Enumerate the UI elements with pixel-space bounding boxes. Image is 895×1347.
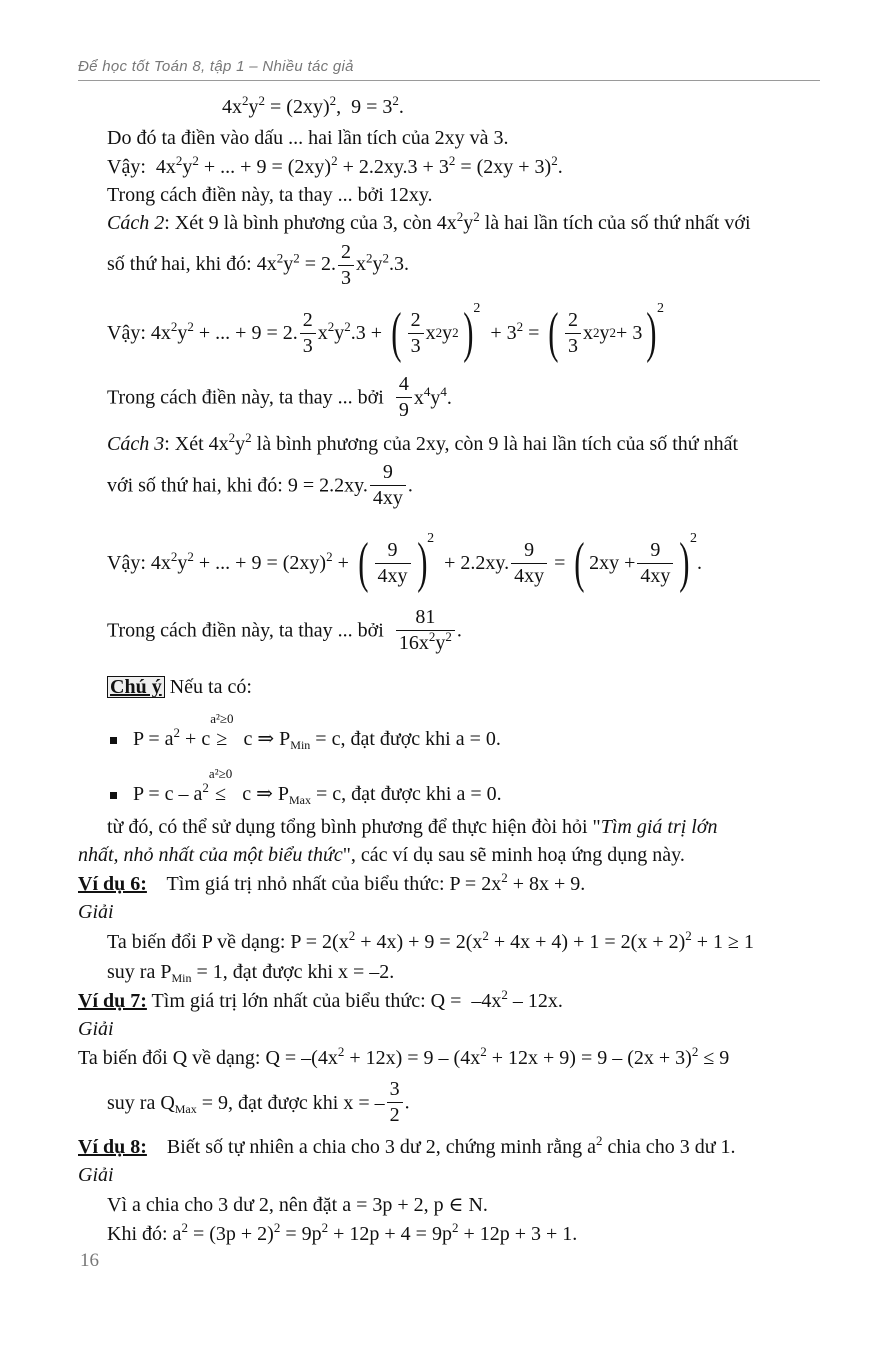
line-replace-12xy: Trong cách điền này, ta thay ... bởi 12xy.: [107, 184, 433, 206]
fraction-9-4xy: $\frac{9}{4xy}$: [370, 462, 406, 509]
example-7-step-2: suy ra $Q_{Max} = 9$, đạt được khi x = – $\frac{3}{2}$ .: [107, 1078, 410, 1126]
fraction-3-2: $\frac{3}{2}$: [387, 1079, 403, 1126]
cach3-label: Cách 3: [107, 433, 165, 455]
example-8-step-2: Khi đó: $a^2 = (3p + 2)^2 = 9p^2 + 12p + 4 = 9p^2 + 12p + 3 + 1$.: [107, 1220, 578, 1245]
cach2-intro: Cách 2: Xét 9 là bình phương của 3, còn $4x^2y^2$ là hai lần tích của số thứ nhất với: [107, 209, 751, 234]
solution-label: Giải: [78, 901, 114, 923]
example-6-step-1: Ta biến đổi P về dạng: $P = 2(x^2 + 4x) + 9 = 2(x^2 + 4x + 4) + 1 = 2(x + 2)^2 + 1 \ge 1$: [107, 928, 755, 953]
cach3-result: Vậy: $4x^2y^2$ + ... + $9 = (2xy)^2$ + ( $\frac{9}{4xy}$ ) 2 + 2.2xy. $\frac{9}{4xy}$ = ( 2xy + $\frac{9}{4xy}$ ) 2 .: [107, 531, 703, 594]
fraction-2-3: $\frac{2}{3}$: [338, 242, 354, 289]
fraction-81: $\frac{81}{16x^2y^2}$: [396, 607, 455, 654]
example-8-label: Ví dụ 8:: [78, 1136, 147, 1158]
bullet-max: $P = c - a^2$ a²≥0 ≤ c ⇒ $P_{Max} = c$, đạt được khi a = 0.: [110, 767, 502, 804]
solution-label: Giải: [78, 1164, 114, 1186]
cach2-result: Vậy: $4x^2y^2$ + ... + 9 = 2. $\frac{2}{3}$ $x^2y^2.3$ + ( $\frac{2}{3}$ x 2 y 2 ) 2 + $3^2$ = ( $\frac{2}{3}$ x 2 y 2 + 3 ) 2: [107, 301, 664, 364]
solution-label: Giải: [78, 1018, 114, 1040]
example-7-label: Ví dụ 7:: [78, 990, 147, 1012]
running-header: Để học tốt Toán 8, tập 1 – Nhiều tác giả: [78, 58, 354, 75]
example-8-step-1: Vì a chia cho 3 dư 2, nên đặt a = 3p + 2, p ∈ N.: [107, 1194, 488, 1216]
example-6-label: Ví dụ 6:: [78, 873, 147, 895]
line-fill-explanation: Do đó ta điền vào dấu ... hai lần tích của 2xy và 3.: [107, 127, 509, 149]
example-8: Ví dụ 8: Biết số tự nhiên a chia cho 3 dư 2, chứng minh rằng $a^2$ chia cho 3 dư 1.: [78, 1133, 736, 1158]
example-6: Ví dụ 6: Tìm giá trị nhỏ nhất của biểu thức: $P = 2x^2 + 8x + 9$.: [78, 870, 586, 895]
example-7-step-1: Ta biến đổi Q về dạng: $Q = -(4x^2 + 12x) = 9 - (4x^2 + 12x + 9) = 9 - (2x + 3)^2 \le 9$: [78, 1044, 730, 1069]
cach2-formula: số thứ hai, khi đó: $4x^2y^2 = 2$. $\frac{2}{3}$ $x^2y^2.3$.: [107, 241, 410, 289]
example-6-step-2: suy ra $P_{Min} = 1$, đạt được khi x = –2.: [107, 961, 395, 986]
note-line: Chú ý Nếu ta có:: [107, 676, 252, 698]
paragraph-from-that-2: nhất, nhỏ nhất của một biểu thức", các ví dụ sau sẽ minh hoạ ứng dụng này.: [78, 844, 685, 866]
bullet-min: $P = a^2 + c$ a²≥0 ≥ c ⇒ $P_{Min} = c$, đạt được khi a = 0.: [110, 712, 501, 749]
fraction-4-9: $\frac{4}{9}$: [396, 374, 412, 421]
cach3-formula: với số thứ hai, khi đó: 9 = 2.2xy. $\frac{9}{4xy}$ .: [107, 461, 413, 509]
note-label: Chú ý: [107, 676, 165, 698]
cach3-intro: Cách 3: Xét $4x^2y^2$ là bình phương của 2xy, còn 9 là hai lần tích của số thứ nhất: [107, 430, 739, 455]
cach3-replace: Trong cách điền này, ta thay ... bởi $\frac{81}{16x^2y^2}$ .: [107, 606, 462, 654]
bullet-icon: [110, 792, 117, 799]
cach2-replace: Trong cách điền này, ta thay ... bởi $\frac{4}{9}$ $x^4y^4$.: [107, 373, 452, 421]
cach2-label: Cách 2: [107, 212, 165, 234]
fraction-2-3: $\frac{2}{3}$: [300, 310, 316, 357]
paragraph-from-that: từ đó, có thể sử dụng tổng bình phương để thực hiện đòi hỏi "Tìm giá trị lớn: [107, 816, 718, 838]
page-number: 16: [80, 1250, 99, 1271]
line-squares: $4x^2y^2 = (2xy)^2$, $9 = 3^2$.: [222, 93, 404, 118]
line-result-1: Vậy: $4x^2y^2$ + ... + $9 = (2xy)^2 + 2.2xy.3 + 3^2 = (2xy + 3)^2$.: [107, 153, 563, 178]
bullet-icon: [110, 737, 117, 744]
example-7: Ví dụ 7: Tìm giá trị lớn nhất của biểu thức: $Q = -4x^2 - 12x$.: [78, 987, 563, 1012]
